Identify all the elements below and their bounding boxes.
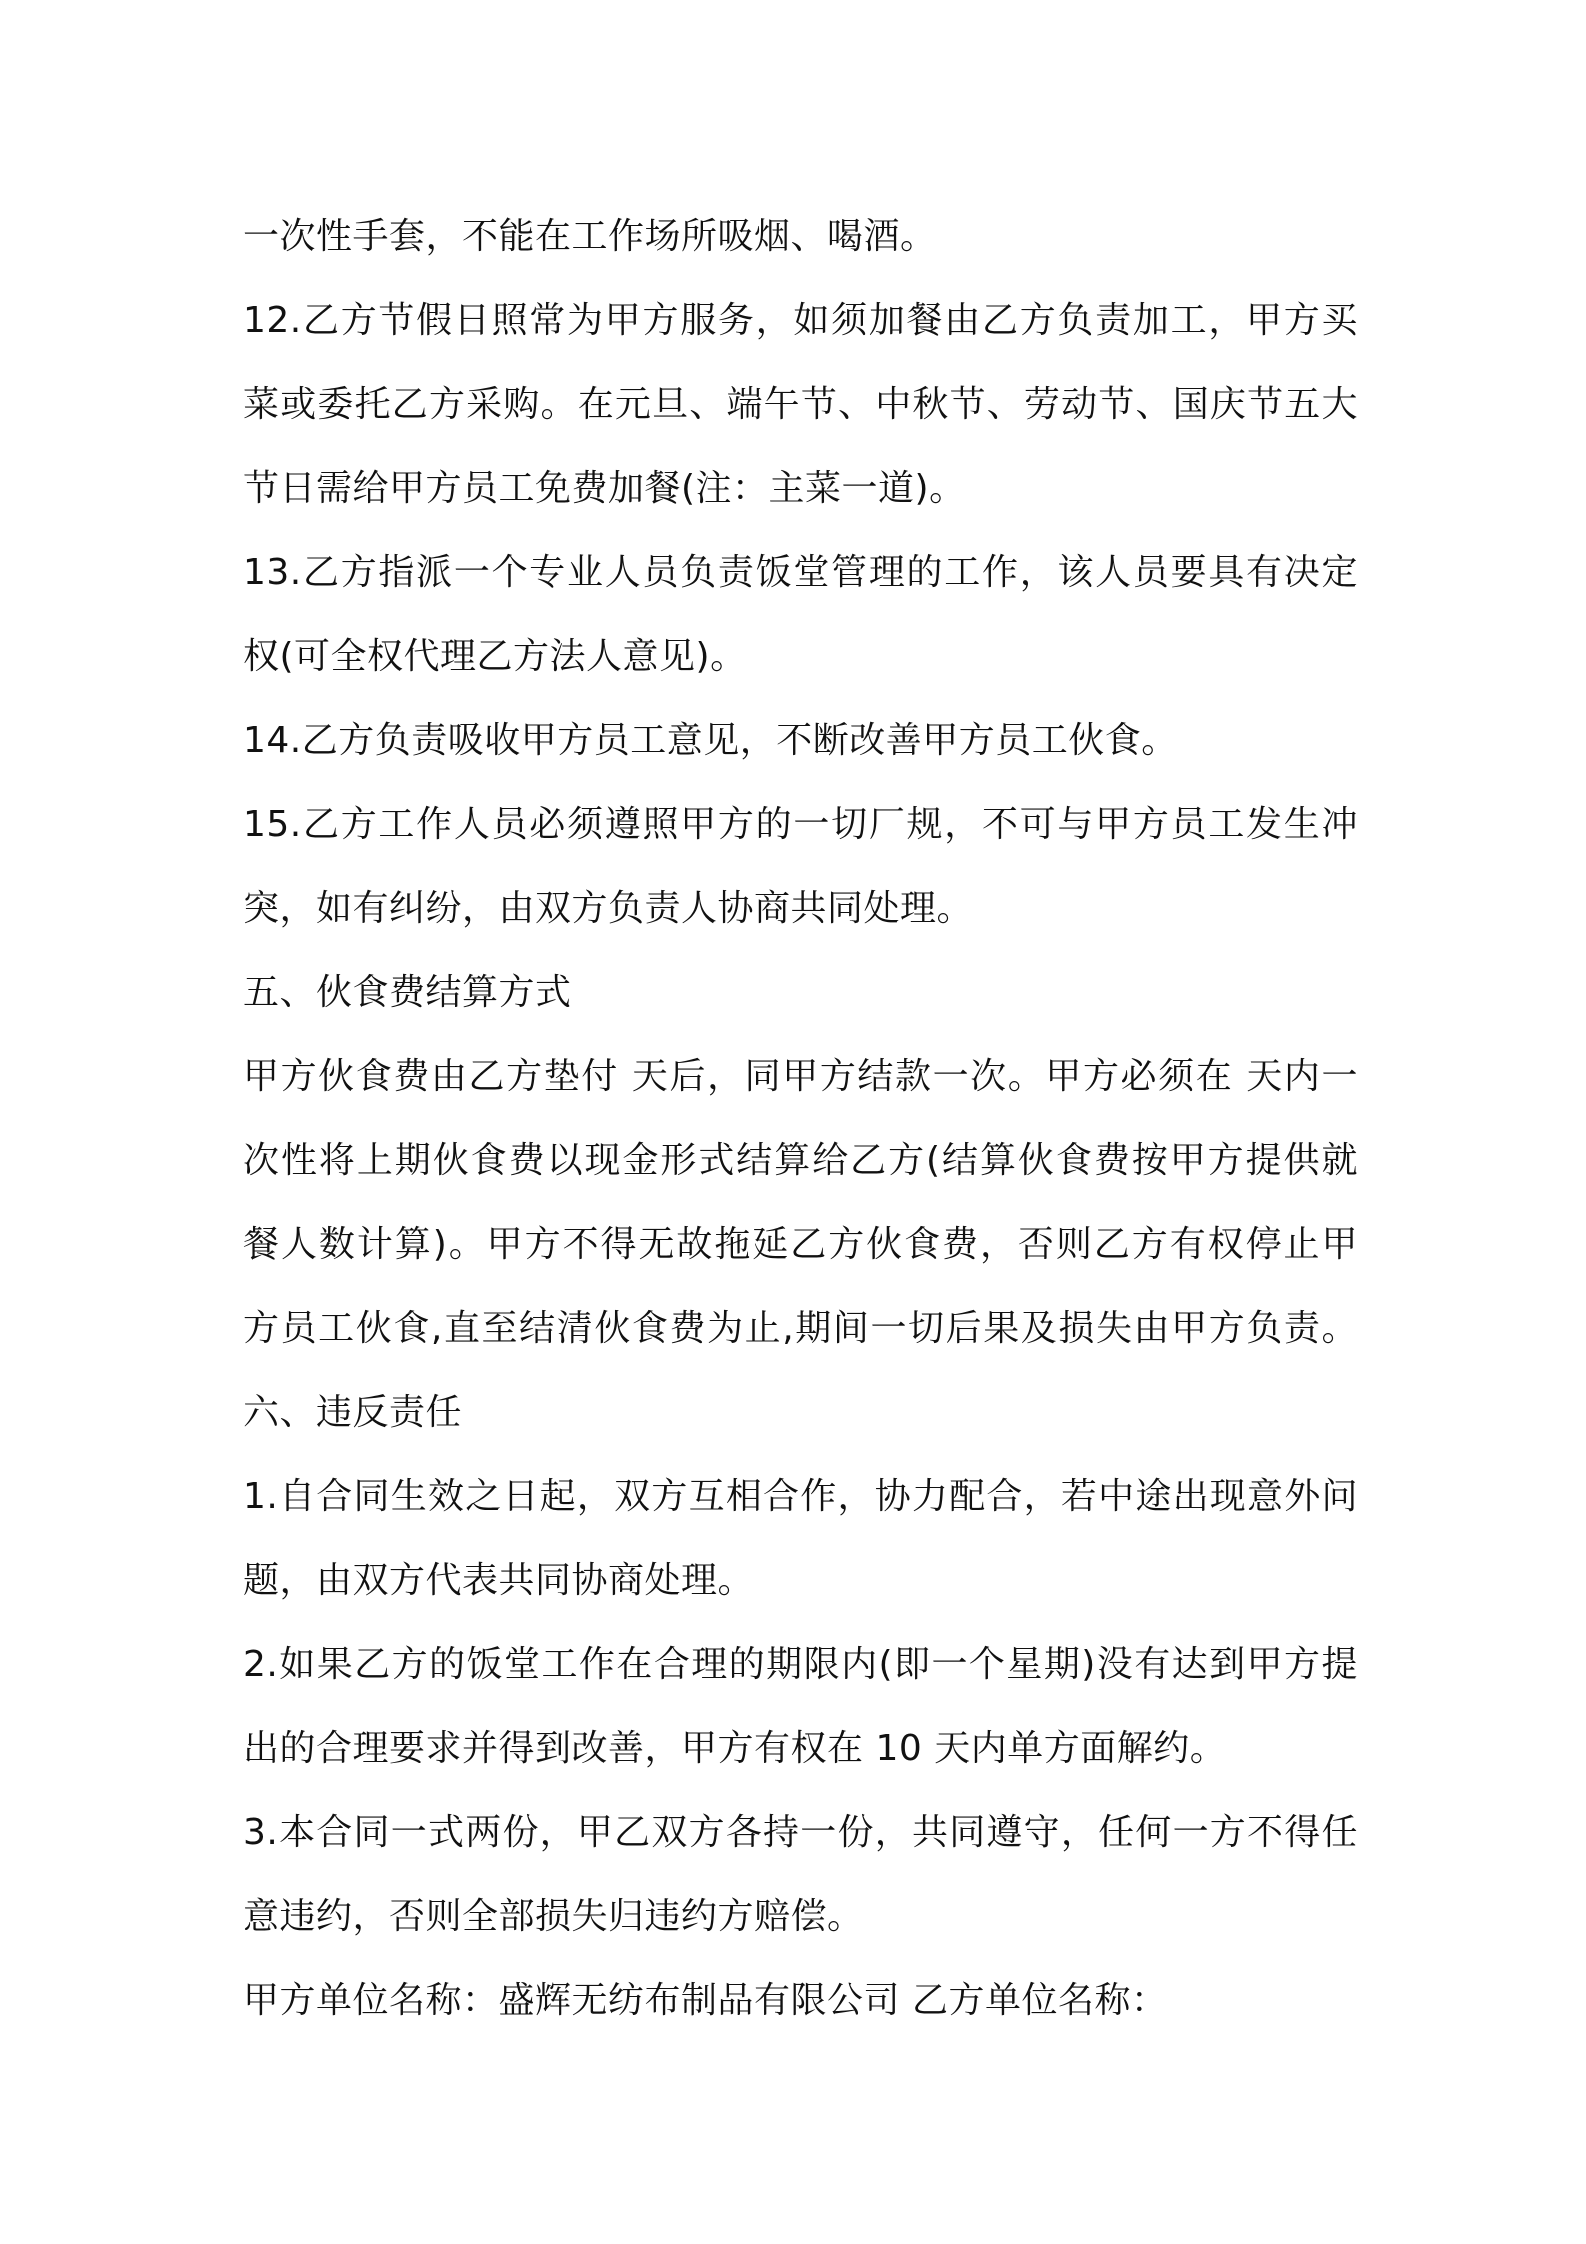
section-heading-settlement: 五、伙食费结算方式 bbox=[243, 972, 572, 1013]
liability-1-line-1: 1.自合同生效之日起，双方互相合作，协力配合，若中途出现意外问 bbox=[243, 1476, 1358, 1517]
clause-15-line-1: 15.乙方工作人员必须遵照甲方的一切厂规，不可与甲方员工发生冲 bbox=[243, 804, 1358, 845]
settlement-line-4: 方员工伙食,直至结清伙食费为止,期间一切后果及损失由甲方负责。 bbox=[243, 1308, 1358, 1349]
clause-13-line-2: 权(可全权代理乙方法人意见)。 bbox=[243, 636, 747, 677]
signature-unit-names: 甲方单位名称：盛辉无纺布制品有限公司 乙方单位名称： bbox=[243, 1980, 1168, 2021]
clause-14: 14.乙方负责吸收甲方员工意见，不断改善甲方员工伙食。 bbox=[243, 720, 1178, 761]
liability-3-line-2: 意违约，否则全部损失归违约方赔偿。 bbox=[243, 1896, 864, 1937]
document-body bbox=[243, 195, 1358, 2043]
text-line: 一次性手套，不能在工作场所吸烟、喝酒。 bbox=[243, 216, 937, 257]
liability-2-line-2: 出的合理要求并得到改善，甲方有权在 10 天内单方面解约。 bbox=[243, 1728, 1227, 1769]
liability-3-line-1: 3.本合同一式两份，甲乙双方各持一份，共同遵守，任何一方不得任 bbox=[243, 1812, 1358, 1853]
liability-2-line-1: 2.如果乙方的饭堂工作在合理的期限内(即一个星期)没有达到甲方提 bbox=[243, 1644, 1358, 1685]
clause-12-line-2: 菜或委托乙方采购。在元旦、端午节、中秋节、劳动节、国庆节五大 bbox=[243, 384, 1358, 425]
settlement-line-1: 甲方伙食费由乙方垫付 天后，同甲方结款一次。甲方必须在 天内一 bbox=[243, 1056, 1358, 1097]
liability-1-line-2: 题，由双方代表共同协商处理。 bbox=[243, 1560, 755, 1601]
settlement-line-2: 次性将上期伙食费以现金形式结算给乙方(结算伙食费按甲方提供就 bbox=[243, 1140, 1358, 1181]
clause-15-line-2: 突，如有纠纷，由双方负责人协商共同处理。 bbox=[243, 888, 974, 929]
section-heading-liability: 六、违反责任 bbox=[243, 1392, 463, 1433]
clause-12-line-3: 节日需给甲方员工免费加餐(注：主菜一道)。 bbox=[243, 468, 966, 509]
clause-12-line-1: 12.乙方节假日照常为甲方服务，如须加餐由乙方负责加工，甲方买 bbox=[243, 300, 1358, 341]
settlement-line-3: 餐人数计算)。甲方不得无故拖延乙方伙食费，否则乙方有权停止甲 bbox=[243, 1224, 1358, 1265]
clause-13-line-1: 13.乙方指派一个专业人员负责饭堂管理的工作，该人员要具有决定 bbox=[243, 552, 1358, 593]
